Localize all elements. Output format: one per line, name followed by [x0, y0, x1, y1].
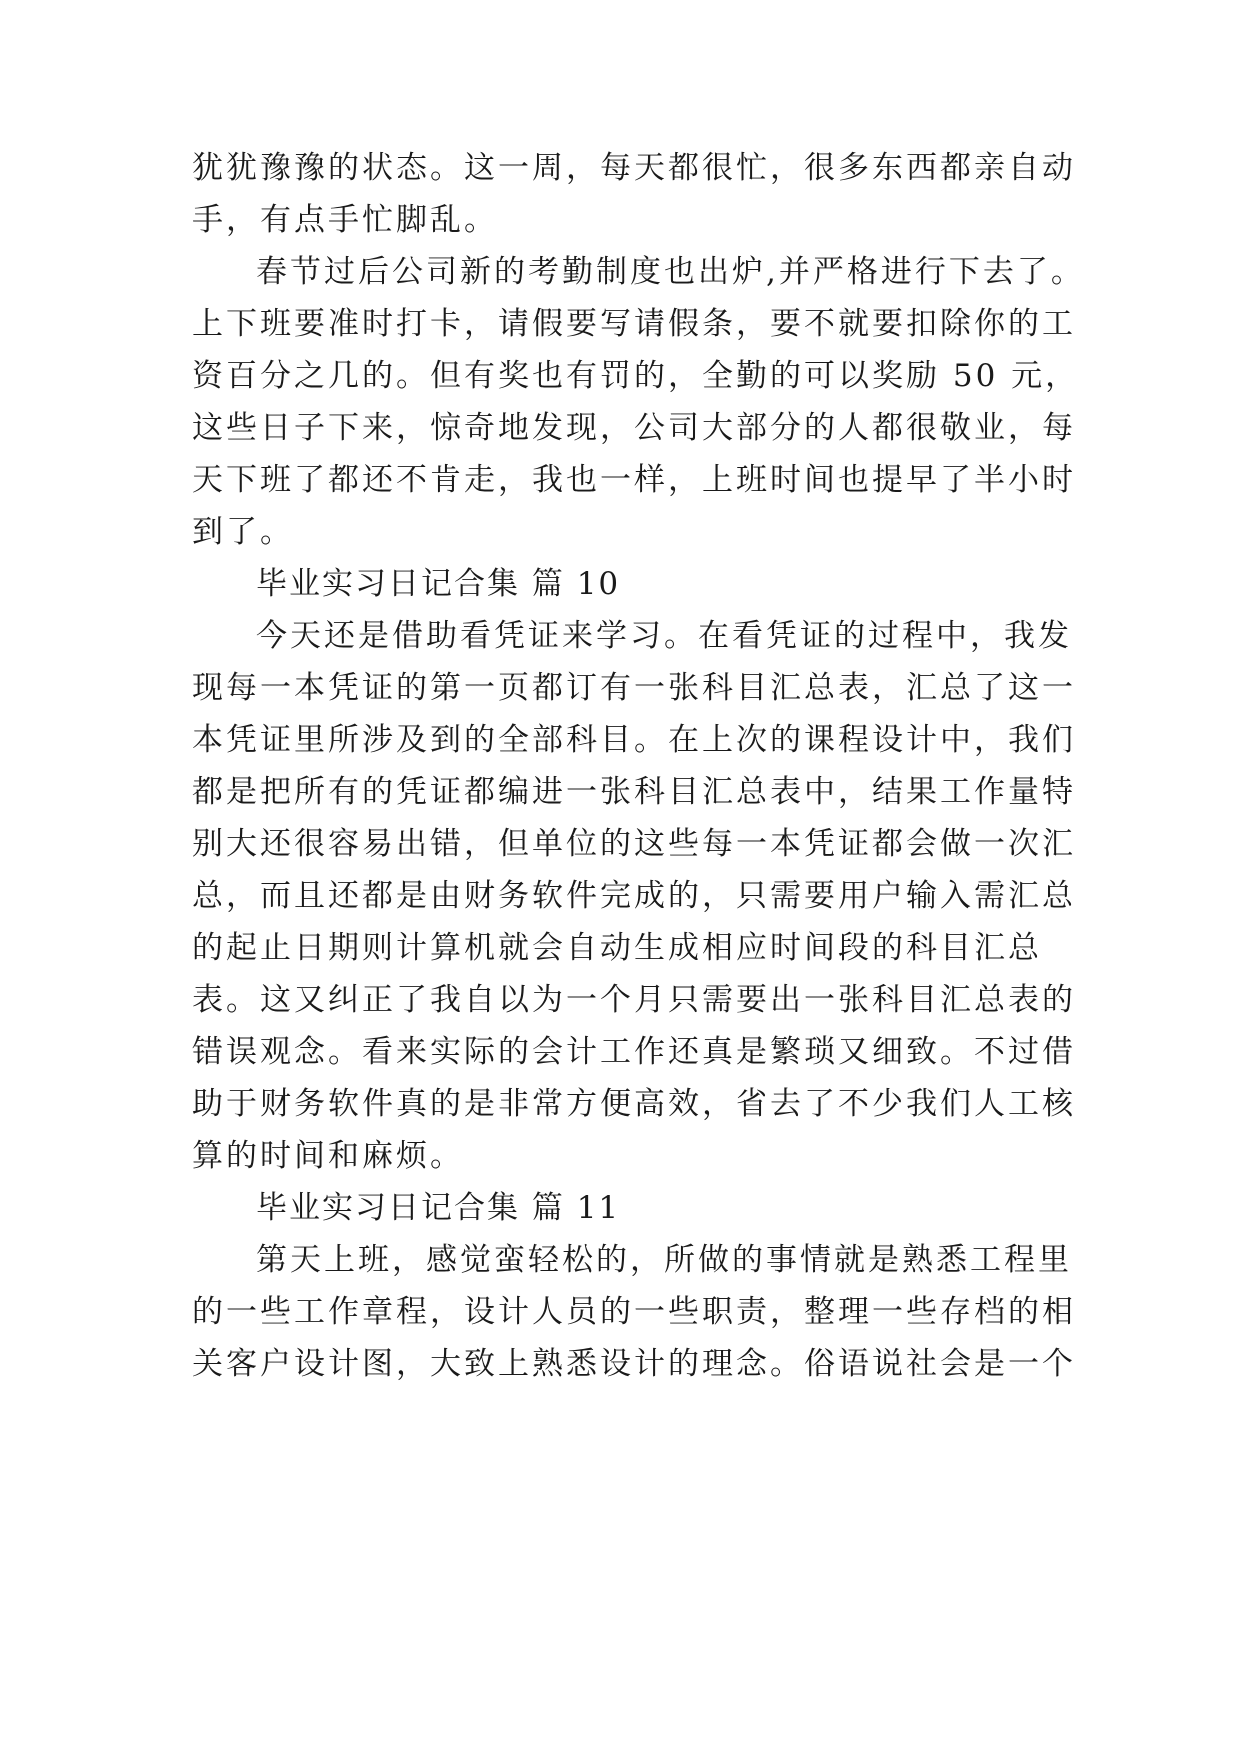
text-line-7: 天下班了都还不肯走，我也一样，上班时间也提早了半小时: [192, 462, 1076, 498]
text-line-6: 这些日子下来，惊奇地发现，公司大部分的人都很敬业，每: [192, 410, 1076, 446]
text-line-13: 都是把所有的凭证都编进一张科目汇总表中，结果工作量特: [192, 774, 1076, 810]
text-line-5: 资百分之几的。但有奖也有罚的，全勤的可以奖励 50 元，: [192, 358, 1080, 394]
text-line-23: 的一些工作章程，设计人员的一些职责，整理一些存档的相: [192, 1294, 1076, 1330]
text-line-19: 助于财务软件真的是非常方便高效，省去了不少我们人工核: [192, 1086, 1076, 1122]
text-line-2: 手，有点手忙脚乱。: [192, 202, 498, 238]
text-line-1: 犹犹豫豫的状态。这一周，每天都很忙，很多东西都亲自动: [192, 150, 1076, 186]
text-line-24: 关客户设计图，大致上熟悉设计的理念。俗语说社会是一个: [192, 1346, 1076, 1382]
text-line-8: 到了。: [192, 514, 294, 550]
text-line-17: 表。这又纠正了我自以为一个月只需要出一张科目汇总表的: [192, 982, 1076, 1018]
text-line-18: 错误观念。看来实际的会计工作还真是繁琐又细致。不过借: [192, 1034, 1076, 1070]
text-line-12: 本凭证里所涉及到的全部科目。在上次的课程设计中，我们: [192, 722, 1076, 758]
paragraph-start-line: 今天还是借助看凭证来学习。在看凭证的过程中，我发: [256, 618, 1072, 654]
paragraph-start-line: 第天上班，感觉蛮轻松的，所做的事情就是熟悉工程里: [256, 1242, 1072, 1278]
section-heading-11: 毕业实习日记合集 篇 11: [256, 1190, 621, 1226]
text-line-20: 算的时间和麻烦。: [192, 1138, 464, 1174]
text-line-16: 的起止日期则计算机就会自动生成相应时间段的科目汇总: [192, 930, 1042, 966]
paragraph-start-line: 春节过后公司新的考勤制度也出炉,并严格进行下去了。: [256, 254, 1085, 290]
text-line-4: 上下班要准时打卡，请假要写请假条，要不就要扣除你的工: [192, 306, 1076, 342]
text-line-15: 总，而且还都是由财务软件完成的，只需要用户输入需汇总: [192, 878, 1076, 914]
text-line-11: 现每一本凭证的第一页都订有一张科目汇总表，汇总了这一: [192, 670, 1076, 706]
section-heading-10: 毕业实习日记合集 篇 10: [256, 566, 621, 602]
text-line-14: 别大还很容易出错，但单位的这些每一本凭证都会做一次汇: [192, 826, 1076, 862]
